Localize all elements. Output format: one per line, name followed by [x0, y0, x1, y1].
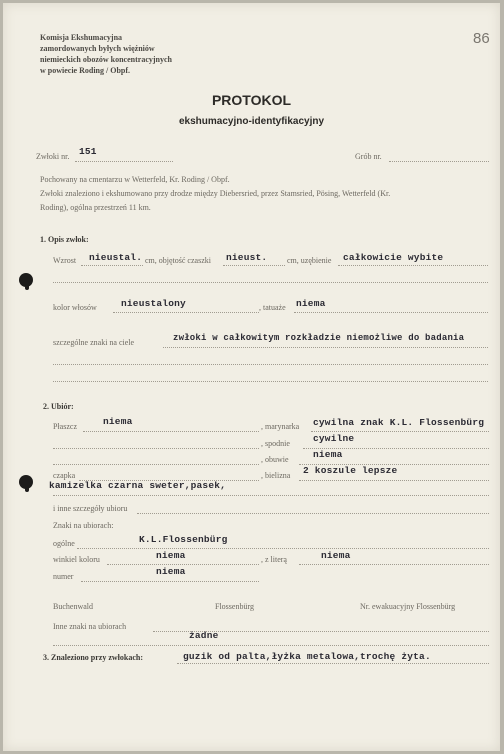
org-line-1: Komisja Ekshumacyjna [40, 33, 123, 42]
marynarka-value: cywilna znak K.L. Flossenbürg [313, 417, 485, 428]
uzebienie-value: całkowicie wybite [343, 252, 444, 263]
grob-label: Grób nr. [355, 152, 382, 161]
zwloki-label: Zwłoki nr. [36, 152, 70, 161]
kolor-value: nieustalony [121, 298, 186, 309]
czapka-value: kamizelka czarna sweter,pasek, [49, 480, 227, 491]
znaki-label: szczególne znaki na ciele [53, 338, 135, 347]
org-line-3: niemieckich obozów koncentracyjnych [40, 55, 172, 64]
ogolne-label: ogólne [53, 539, 75, 548]
burial-line: Pochowany na cmentarzu w Wetterfeld, Kr. Roding / Obpf. [40, 175, 230, 184]
document-subtitle: ekshumacyjno-identyfikacyjny [178, 116, 325, 127]
tatuaze-value: niema [296, 298, 326, 309]
inne-znaki-label: Inne znaki na ubiorach [53, 622, 127, 631]
found-line-2: Roding), ogólna przestrzeń 11 km. [40, 203, 151, 212]
section-2-heading: 2. Ubiór: [43, 402, 74, 411]
winkiel-label: winkiel koloru [53, 555, 100, 564]
punch-hole-mark-top [19, 273, 33, 287]
numer-label: numer [53, 572, 74, 581]
wzrost-value: nieustal. [89, 252, 143, 263]
bielizna-value: 2 koszule lepsze [303, 465, 398, 476]
plaszcz-value: niema [103, 416, 133, 427]
flossenburg-label: Flossenbürg [215, 602, 254, 611]
znaki-na-ubiorach-heading: Znaki na ubiorach: [53, 521, 114, 530]
winkiel-value: niema [156, 550, 186, 561]
bielizna-label: , bielizna [261, 471, 291, 480]
org-line-4: w powiecie Roding / Obpf. [40, 66, 131, 75]
kolor-label: kolor włosów [53, 303, 97, 312]
section-3-heading: 3. Znaleziono przy zwłokach: [43, 653, 143, 662]
czaszka-cm-label: cm, uzębienie [287, 256, 332, 265]
found-line-1: Zwłoki znaleziono i ekshumowano przy drodze między Diebersried, przez Stamsried, Pösing, Wetterfeld (Kr. [40, 189, 391, 198]
czaszka-value: nieust. [226, 252, 268, 263]
document-page [3, 3, 500, 751]
litera-value: niema [321, 550, 351, 561]
litera-label: , z literą [261, 555, 287, 564]
znaki-value: zwłoki w całkowitym rozkładzie niemożliwe do badania [173, 333, 465, 343]
czapka-label: czapka [53, 471, 76, 480]
numer-value: niema [156, 566, 186, 577]
obuwie-label: , obuwie [261, 455, 289, 464]
document-title: PROTOKOL [211, 92, 292, 108]
obuwie-value: niema [313, 449, 343, 460]
zwloki-number: 151 [79, 146, 97, 157]
inne-znaki-value: żadne [189, 630, 219, 641]
page-number: 86 [473, 30, 490, 47]
punch-hole-mark-bottom [19, 475, 33, 489]
tatuaze-label: , tatuaże [259, 303, 286, 312]
wzrost-label: Wzrost [53, 256, 77, 265]
section-1-heading: 1. Opis zwłok: [40, 235, 89, 244]
inne-szczegoly-label: i inne szczegóły ubioru [53, 504, 128, 513]
ogolne-value: K.L.Flossenbürg [139, 534, 228, 545]
wzrost-cm-label: cm, objętość czaszki [145, 256, 211, 265]
org-line-2: zamordowanych byłych więźniów [40, 44, 155, 53]
spodnie-label: , spodnie [261, 439, 290, 448]
spodnie-value: cywilne [313, 433, 355, 444]
marynarka-label: , marynarka [261, 422, 300, 431]
buchenwald-label: Buchenwald [53, 602, 93, 611]
plaszcz-label: Płaszcz [53, 422, 77, 431]
ewakuacyjny-label: Nr. ewakuacyjny Flossenbürg [360, 602, 456, 611]
section-3-value: guzik od palta,łyżka metalowa,trochę żyta. [183, 651, 431, 662]
